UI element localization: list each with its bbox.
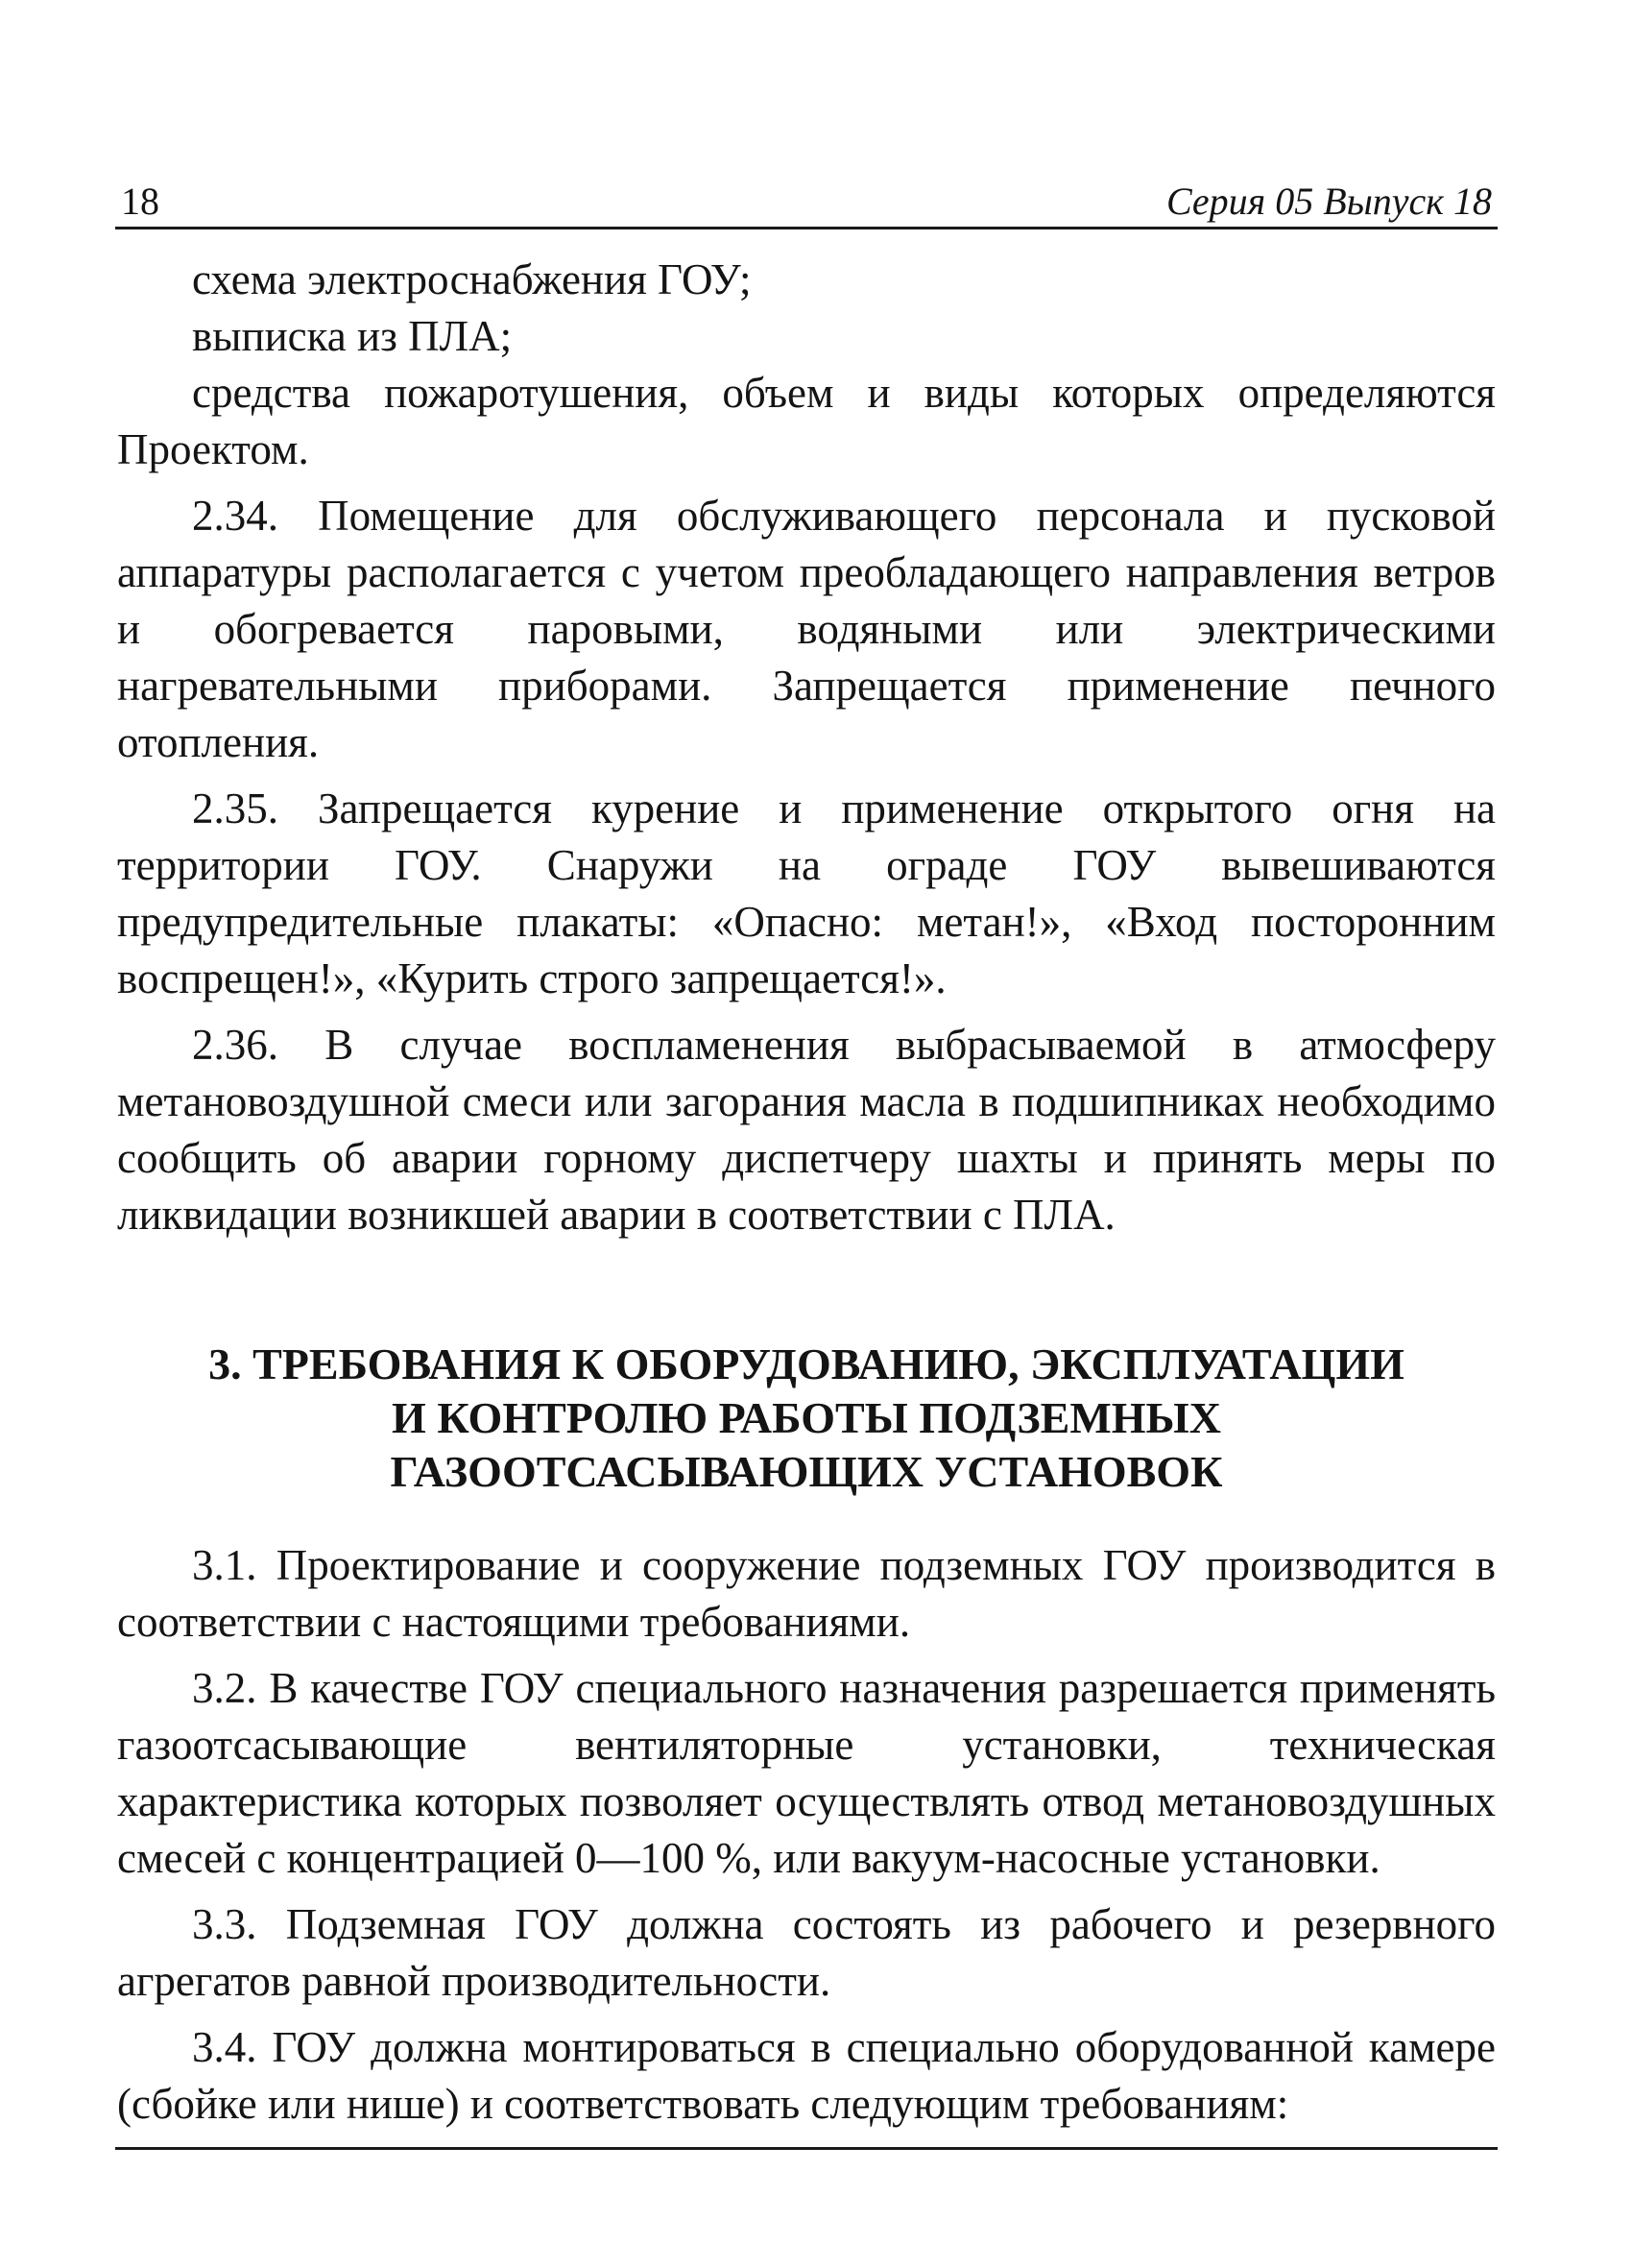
document-body: [117, 252, 1496, 2133]
section-heading: [117, 1338, 1496, 1499]
section-heading-line: И КОНТРОЛЮ РАБОТЫ ПОДЗЕМНЫХ: [392, 1393, 1221, 1442]
series-label: Серия 05 Выпуск 18: [1165, 180, 1492, 223]
list-item: средства пожаротушения, объем и виды которых определяются Проектом.: [117, 369, 1496, 473]
paragraph-3-3: 3.3. Подземная ГОУ должна состоять из рабочего и резервного агрегатов равной производительности.: [117, 1900, 1496, 2005]
paragraph-2-35: 2.35. Запрещается курение и применение открытого огня на территории ГОУ. Снаружи на ограде ГОУ вывешиваются предупредительные плакаты: «Опасно: метан!», «Вход посторонним воспрещен!», «Курить строго запрещается!».: [117, 784, 1496, 1002]
paragraph-3-2: 3.2. В качестве ГОУ специального назначения разрешается применять газоотсасывающие вентиляторные установки, техническая характеристика которых позволяет осуществлять отвод метановоздушных смесей с концентрацией 0—100 %, или вакуум-насосные установки.: [117, 1664, 1496, 1882]
page-header: [115, 173, 1498, 229]
page-number: 18: [121, 180, 159, 223]
paragraph-2-34: 2.34. Помещение для обслуживающего персонала и пусковой аппаратуры располагается с учетом преобладающего направления ветров и обогревается паровыми, водяными или электрическими нагревательными приборами. Запрещается применение печного отопления.: [117, 492, 1496, 766]
paragraph-3-4: 3.4. ГОУ должна монтироваться в специально оборудованной камере (сбойке или нише) и соответствовать следующим требованиям:: [117, 2023, 1496, 2128]
paragraph-3-1: 3.1. Проектирование и сооружение подземных ГОУ производится в соответствии с настоящими требованиями.: [117, 1541, 1496, 1646]
list-item: схема электроснабжения ГОУ;: [192, 255, 752, 303]
section-heading-line: ГАЗООТСАСЫВАЮЩИХ УСТАНОВОК: [390, 1447, 1223, 1496]
section-heading-line: 3. ТРЕБОВАНИЯ К ОБОРУДОВАНИЮ, ЭКСПЛУАТАЦИИ: [208, 1339, 1404, 1388]
paragraph-2-36: 2.36. В случае воспламенения выбрасываемой в атмосферу метановоздушной смеси или загорания масла в подшипниках необходимо сообщить об аварии горному диспетчеру шахты и принять меры по ликвидации возникшей аварии в соответствии с ПЛА.: [117, 1021, 1496, 1239]
footer-rule: [115, 2147, 1498, 2150]
list-item: выписка из ПЛА;: [192, 312, 513, 360]
